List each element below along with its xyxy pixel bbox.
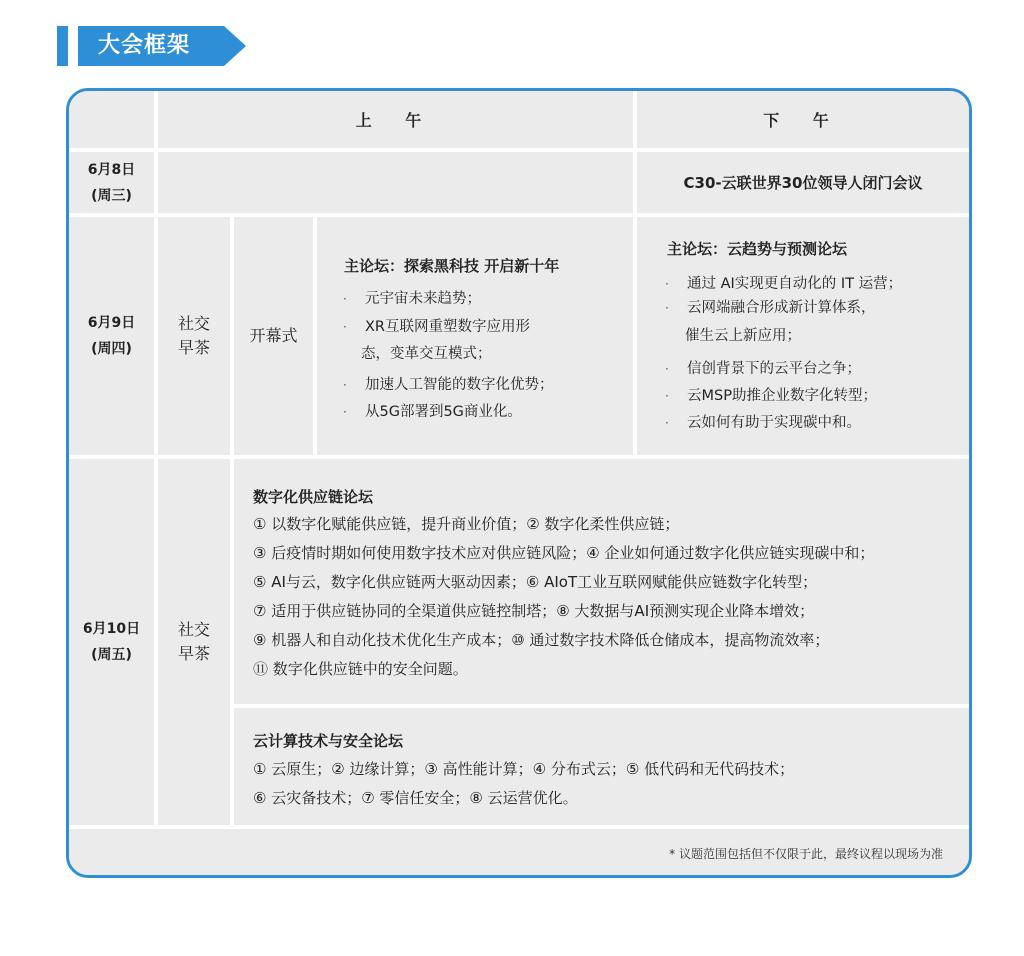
day3-social-line1: 社交 <box>177 620 210 639</box>
footnote-cell <box>69 829 969 875</box>
schedule-table <box>66 88 972 878</box>
bullet-icon: · <box>343 292 347 306</box>
day3-social-line2: 早茶 <box>177 644 210 663</box>
day3-date-cell <box>69 459 154 825</box>
afternoon-forum-item-continued: 催生云上新应用； <box>685 328 801 344</box>
cloud-forum-line: ① 云原生；② 边缘计算；③ 高性能计算；④ 分布式云；⑤ 低代码和无代码技术； <box>253 760 795 778</box>
header-afternoon-cell <box>637 91 969 148</box>
bullet-icon: · <box>665 389 669 403</box>
header-afternoon-label: 下 午 <box>763 111 843 130</box>
bullet-icon: · <box>343 378 347 392</box>
day2-social-line1: 社交 <box>177 314 210 333</box>
supply-forum-line: ⑨ 机器人和自动化技术优化生产成本；⑩ 通过数字技术降低仓储成本，提高物流效率； <box>253 631 830 649</box>
day3-weekday: (周五) <box>91 647 132 663</box>
bullet-icon: · <box>665 277 669 291</box>
afternoon-forum-title: 主论坛：云趋势与预测论坛 <box>667 240 848 258</box>
morning-forum-item: · 从5G部署到5G商业化。 <box>343 404 522 420</box>
morning-forum-item: · XR互联网重塑数字应用形 <box>343 319 531 335</box>
supply-forum-line: ⑤ AI与云，数字化供应链两大驱动因素；⑥ AIoT工业互联网赋能供应链数字化转型； <box>253 573 818 591</box>
bullet-icon: · <box>665 416 669 430</box>
morning-forum-title: 主论坛：探索黑科技 开启新十年 <box>344 257 560 275</box>
day3-date: 6月10日 <box>82 621 141 637</box>
day1-morning-cell <box>158 152 633 213</box>
footnote: * 议题范围包括但不仅限于此，最终议程以现场为准 <box>669 847 943 861</box>
day2-morning-forum-cell <box>317 217 633 455</box>
afternoon-forum-item: · 通过 AI实现更自动化的 IT 运营； <box>665 276 903 292</box>
day2-date: 6月9日 <box>87 315 136 331</box>
section-title: 大会框架 <box>98 33 191 58</box>
bullet-icon: · <box>343 320 347 334</box>
day1-date: 6月8日 <box>87 161 136 178</box>
day2-afternoon-forum-cell <box>637 217 969 455</box>
morning-forum-item-continued: 态，变革交互模式； <box>361 346 492 362</box>
day2-weekday: (周四) <box>91 341 132 357</box>
bullet-icon: · <box>665 362 669 376</box>
header-morning-cell <box>158 91 633 148</box>
cloud-forum-title: 云计算技术与安全论坛 <box>253 732 404 750</box>
day2-opening-cell <box>234 217 313 455</box>
day1-date-cell <box>69 152 154 213</box>
supply-forum-line: ⑪ 数字化供应链中的安全问题。 <box>253 660 468 678</box>
afternoon-forum-item: · 云MSP助推企业数字化转型； <box>665 388 877 404</box>
afternoon-forum-item: · 云如何有助于实现碳中和。 <box>665 415 861 431</box>
day3-social-cell <box>158 459 230 825</box>
day1-afternoon-cell <box>637 152 969 213</box>
supply-chain-forum-cell <box>234 459 969 704</box>
supply-forum-line: ⑦ 适用于供应链协同的全渠道供应链控制塔；⑧ 大数据与AI预测实现企业降本增效； <box>253 602 815 620</box>
day2-social-cell <box>158 217 230 455</box>
day2-date-cell <box>69 217 154 455</box>
day2-opening: 开幕式 <box>249 326 298 345</box>
afternoon-forum-item: · 信创背景下的云平台之争； <box>665 361 861 377</box>
bullet-icon: · <box>343 405 347 419</box>
morning-forum-item: · 加速人工智能的数字化优势； <box>343 377 554 393</box>
supply-forum-title: 数字化供应链论坛 <box>253 488 374 506</box>
header-morning-label: 上 午 <box>355 111 436 130</box>
supply-forum-line: ① 以数字化赋能供应链，提升商业价值；② 数字化柔性供应链； <box>253 515 680 533</box>
cloud-forum-line: ⑥ 云灾备技术；⑦ 零信任安全；⑧ 云运营优化。 <box>253 789 578 807</box>
bullet-icon: · <box>665 301 669 315</box>
day1-afternoon-event: C30-云联世界30位领导人闭门会议 <box>683 174 923 192</box>
morning-forum-item: · 元宇宙未来趋势； <box>343 291 481 307</box>
header-corner-cell <box>69 91 154 148</box>
cloud-security-forum-cell <box>234 708 969 825</box>
day1-weekday: (周三) <box>91 187 132 204</box>
section-header-bar <box>57 26 68 66</box>
day2-social-line2: 早茶 <box>177 338 210 357</box>
afternoon-forum-item: · 云网端融合形成新计算体系， <box>665 300 876 316</box>
supply-forum-line: ③ 后疫情时期如何使用数字技术应对供应链风险；④ 企业如何通过数字化供应链实现碳中和； <box>253 544 875 562</box>
